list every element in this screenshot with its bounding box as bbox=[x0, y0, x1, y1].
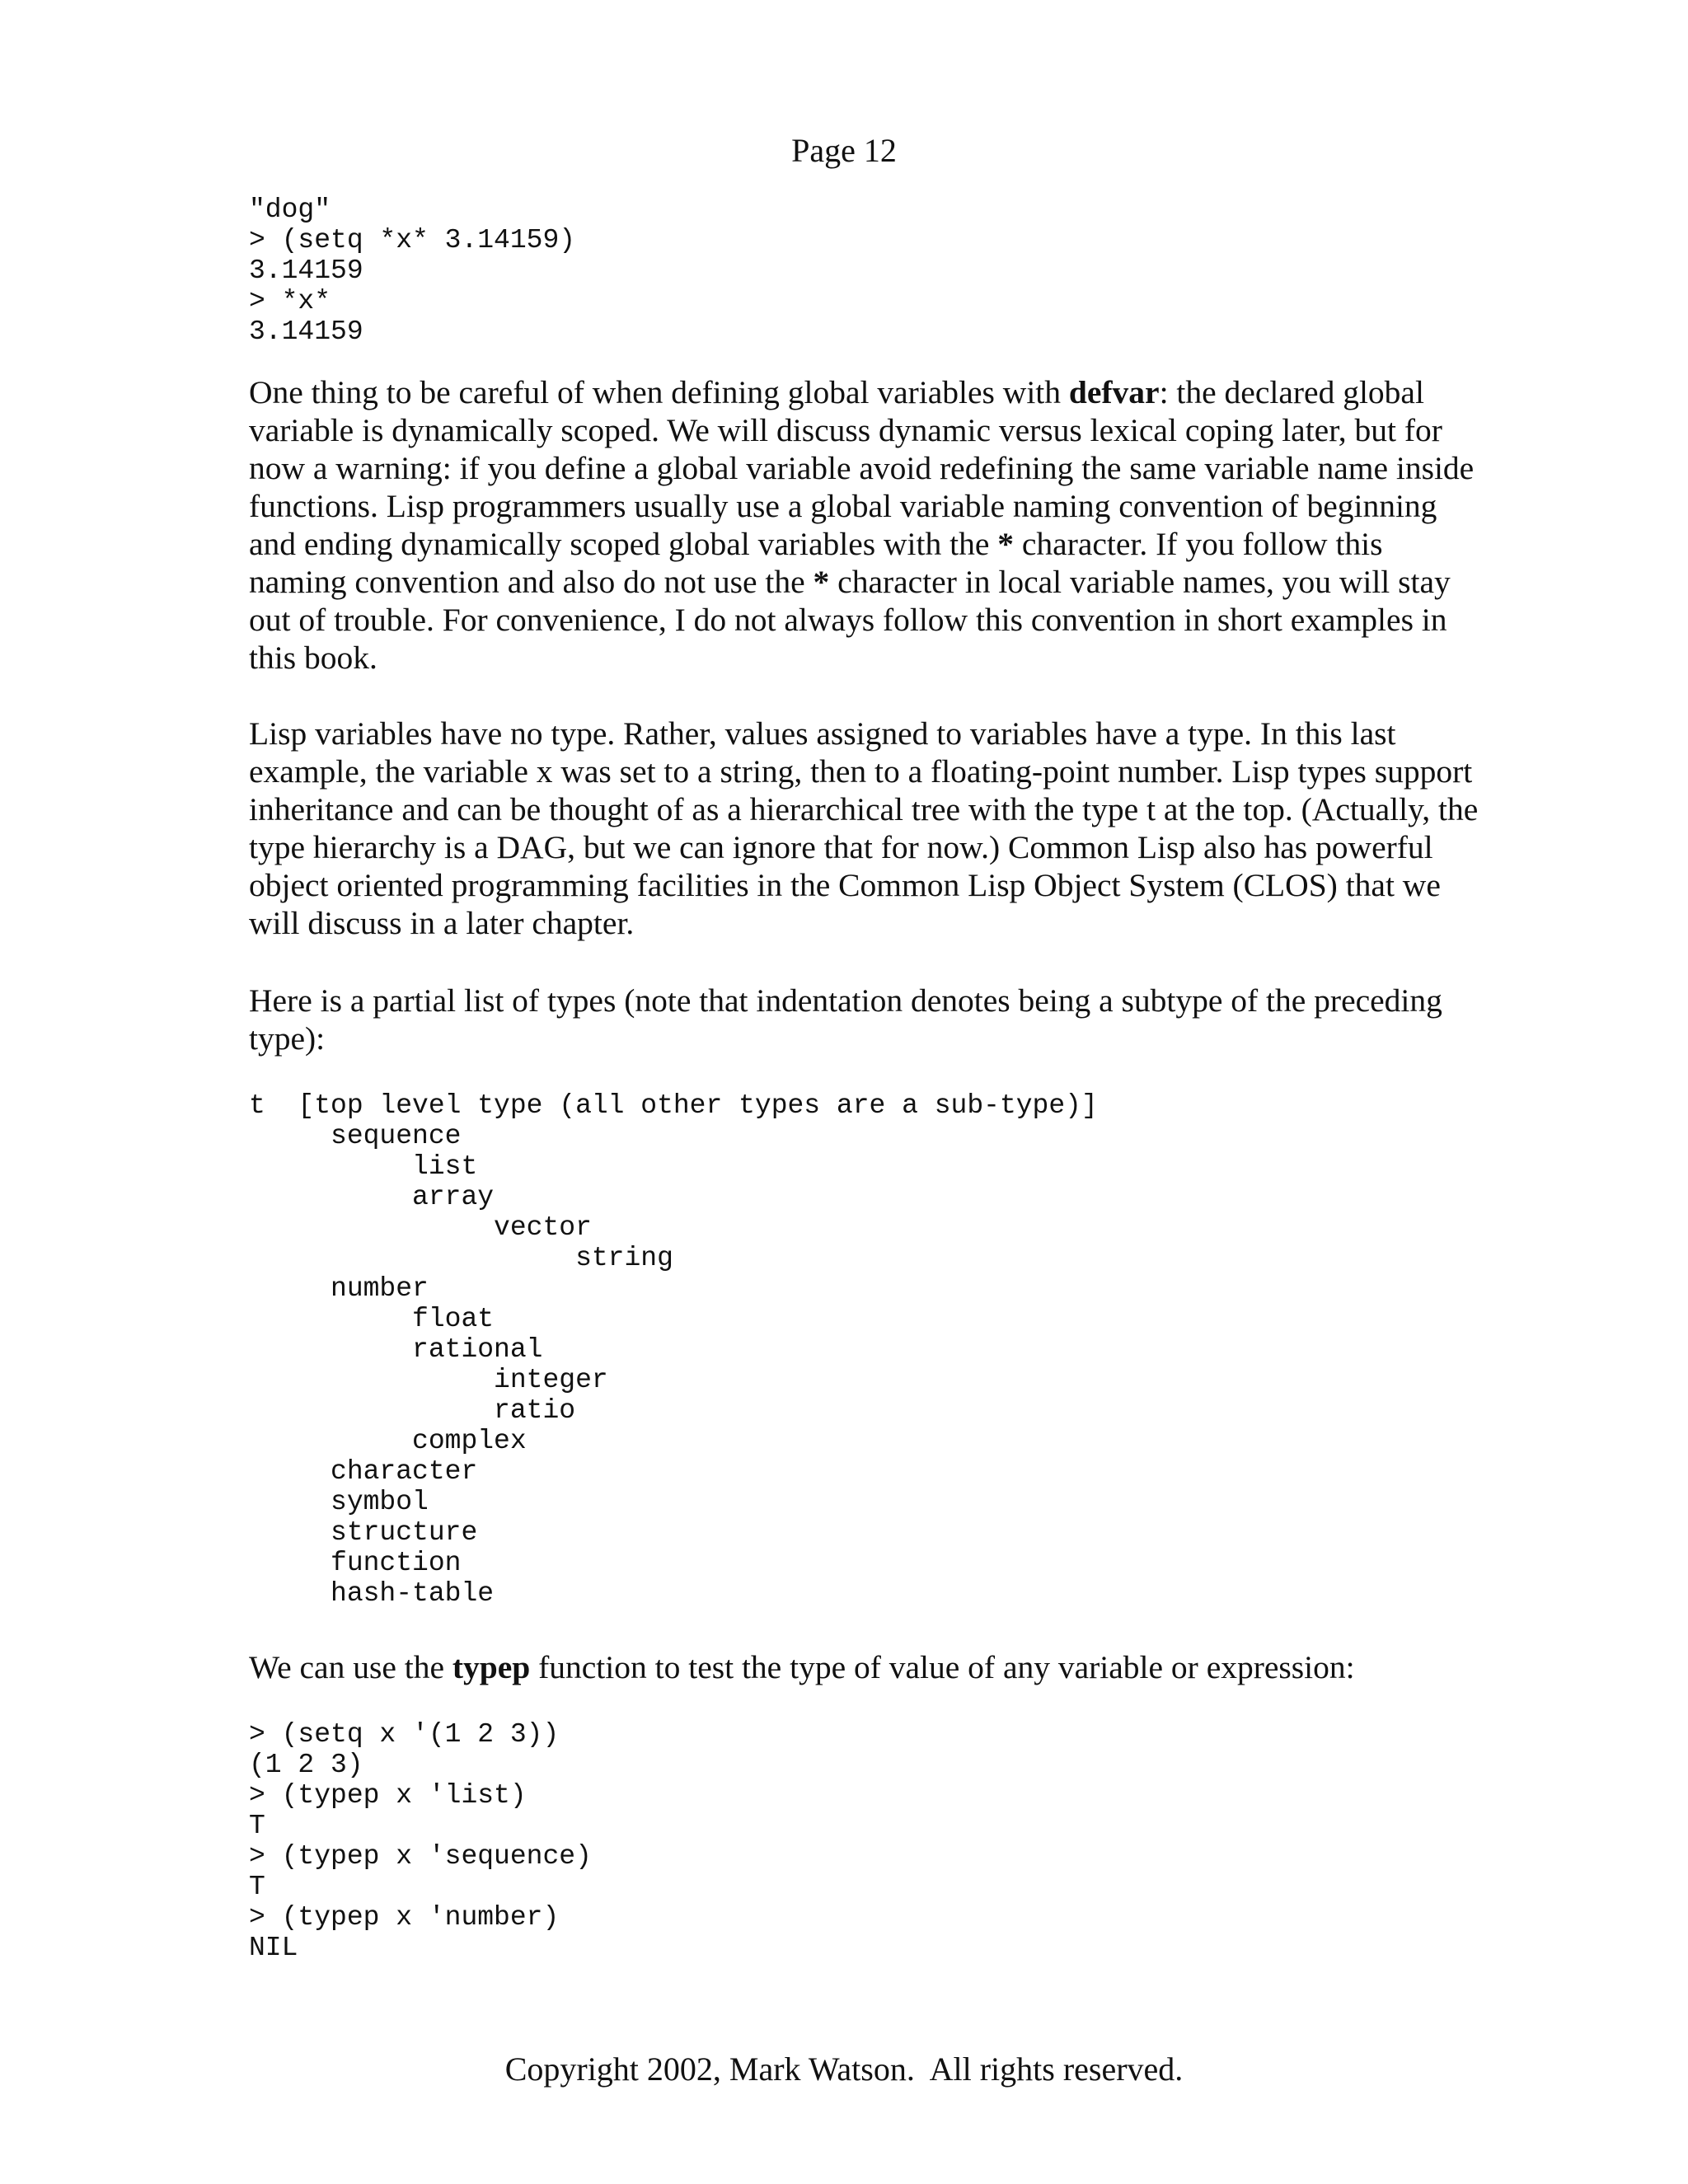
paragraph-lisp-types: Lisp variables have no type. Rather, values assigned to variables have a type. In this last example, the variable x was set to a string, then to a floating-point number. Lisp types support inheritance and can be thought of as a hierarchical tree with the type t at the top. (Actually, the type hierarchy is a DAG, but we can ignore that for now.) Common Lisp also has powerful object oriented programming facilities in the Common Lisp Object System (CLOS) that we will discuss in a later chapter. bbox=[249, 715, 1479, 941]
paragraph-type-list-intro: Here is a partial list of types (note that indentation denotes being a subtype of the preceding type): bbox=[249, 982, 1442, 1057]
code-block-typep-examples: > (setq x '(1 2 3)) (1 2 3) > (typep x 'list) T > (typep x 'sequence) T > (typep x 'number) NIL bbox=[249, 1719, 592, 1963]
text: function to test the type of value of any variable or expression: bbox=[530, 1649, 1355, 1685]
keyword-asterisk: * bbox=[997, 526, 1014, 562]
code-block-type-tree: t [top level type (all other types are a sub-type)] sequence list array vector string number float rational integer ratio complex character symbol structure function hash-table bbox=[249, 1090, 1098, 1609]
page-number: Page 12 bbox=[791, 132, 897, 169]
text: character in local variable names, you will stay out of trouble. For convenience, I do not always follow this convention in short examples in this book. bbox=[249, 564, 1451, 676]
keyword-asterisk: * bbox=[813, 564, 830, 600]
text: We can use the bbox=[249, 1649, 452, 1685]
paragraph-typep bbox=[249, 1648, 1485, 1686]
code-block-repl-setq: "dog" > (setq *x* 3.14159) 3.14159 > *x* 3.14159 bbox=[249, 194, 576, 347]
text: One thing to be careful of when defining global variables with bbox=[249, 374, 1069, 410]
keyword-typep: typep bbox=[452, 1649, 531, 1685]
copyright-footer: Copyright 2002, Mark Watson. All rights reserved. bbox=[504, 2050, 1184, 2088]
text: : the declared global variable is dynamically scoped. We will discuss dynamic versus lexical coping later, but for now a warning: if you define a global variable avoid redefining the same variable name inside functions. Lisp programmers usually use a global variable naming convention of beginning and ending dynamically scoped global variables with the bbox=[249, 374, 1475, 562]
page-content bbox=[249, 194, 1485, 1963]
paragraph-defvar-warning bbox=[249, 373, 1485, 677]
text: character. If you follow this naming convention and also do not use the bbox=[249, 526, 1383, 600]
keyword-defvar: defvar bbox=[1068, 374, 1160, 410]
